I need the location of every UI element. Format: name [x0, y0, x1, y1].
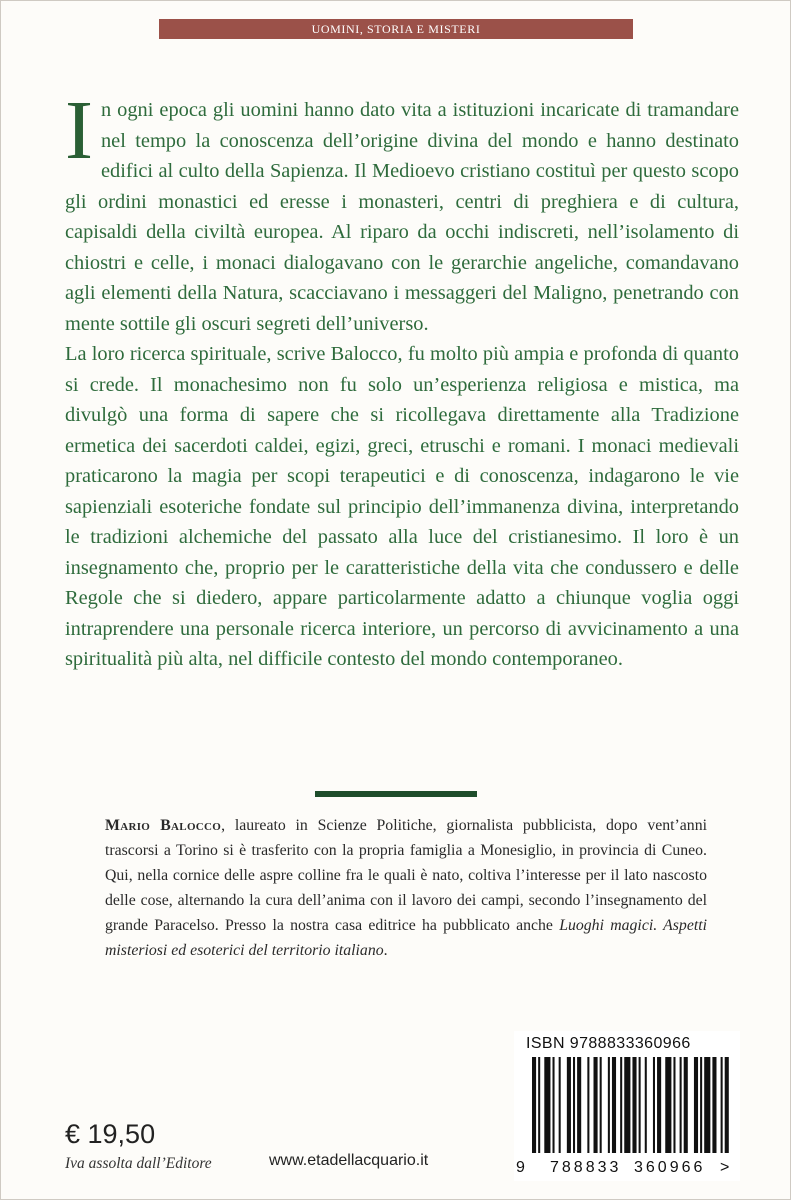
section-divider [315, 791, 477, 797]
author-bio-text: , laureato in Scienze Politiche, giornalista pubblicista, dopo vent’anni trascorsi a Torino si è trasferito con la propria famiglia a Monesiglio, in provincia di Cuneo. Qui, nella cornice delle aspre colline fra le quali è nato, coltiva l’interesse per il lato nascosto delle cose, alternando la cura dell’anima con il lavoro dei campi, secondo l’insegnamento del grande Paracelso. Presso la nostra casa editrice ha pubblicato anche [105, 817, 707, 934]
barcode-area [514, 1031, 740, 1181]
series-title: UOMINI, STORIA E MISTERI [311, 22, 481, 36]
blurb-paragraph-2: La loro ricerca spirituale, scrive Balocco, fu molto più ampia e profonda di quanto si crede. Il monachesimo non fu solo un’esperienza religiosa e mistica, ma divulgò una forma di sapere che si ricollegava direttamente alla Tradizione ermetica dei sacerdoti caldei, egizi, greci, etruschi e romani. I monaci medievali praticarono la magia per scopi terapeutici e di conoscenza, indagarono le vie sapienziali esoteriche fondate sul principio dell’immanenza divina, interpretando le tradizioni alchemiche del passato alla luce del cristianesimo. Il loro è un insegnamento che, proprio per le caratteristiche della vita che condussero e delle Regole che si diedero, appare particolarmente adatto a chiunque voglia oggi intraprendere una personale ricerca interiore, un percorso di avvicinamento a una spiritualità più alta, nel difficile contesto del mondo contemporaneo. [65, 343, 739, 670]
author-bio-paragraph [105, 813, 707, 963]
ean-left-group: 788833 [550, 1159, 622, 1176]
ean-quiet-zone-mark: > [720, 1159, 730, 1176]
drop-cap: I [65, 84, 93, 177]
author-name: Mario Balocco [105, 817, 222, 834]
ean-right-group: 360966 [634, 1159, 706, 1176]
isbn-label: ISBN 9788833360966 [526, 1035, 691, 1052]
blurb-paragraph-1-text: n ogni epoca gli uomini hanno dato vita a istituzioni incaricate di tramandare nel tempo la conoscenza dell’origine divina del mondo e hanno destinato edifici al culto della Sapienza. Il Medioevo cristiano costituì per questo scopo gli ordini monastici ed eresse i monasteri, centri di preghiera e di cultura, capisaldi della civiltà europea. Al riparo da occhi indiscreti, nell’isolamento di chiostri e celle, i monaci dialogavano con le gerarchie angeliche, comandavano agli elementi della Natura, scacciavano i messaggeri del Maligno, penetrando con mente sottile gli oscuri segreti dell’universo. [65, 99, 739, 335]
other-book-title: Luoghi magici. Aspetti misteriosi ed esoterici del territorio italiano [105, 917, 708, 959]
author-bio-end: . [383, 942, 388, 959]
ean-first-digit: 9 [516, 1159, 525, 1176]
vat-note: Iva assolta dall’Editore [65, 1155, 212, 1172]
author-bio [105, 813, 707, 963]
blurb-paragraph-1 [65, 84, 739, 339]
publisher-website: www.etadellacquario.it [269, 1152, 429, 1169]
series-title-band [159, 19, 633, 39]
blurb-text [65, 84, 739, 675]
barcode-icon [514, 1057, 740, 1161]
price: € 19,50 [65, 1119, 156, 1149]
